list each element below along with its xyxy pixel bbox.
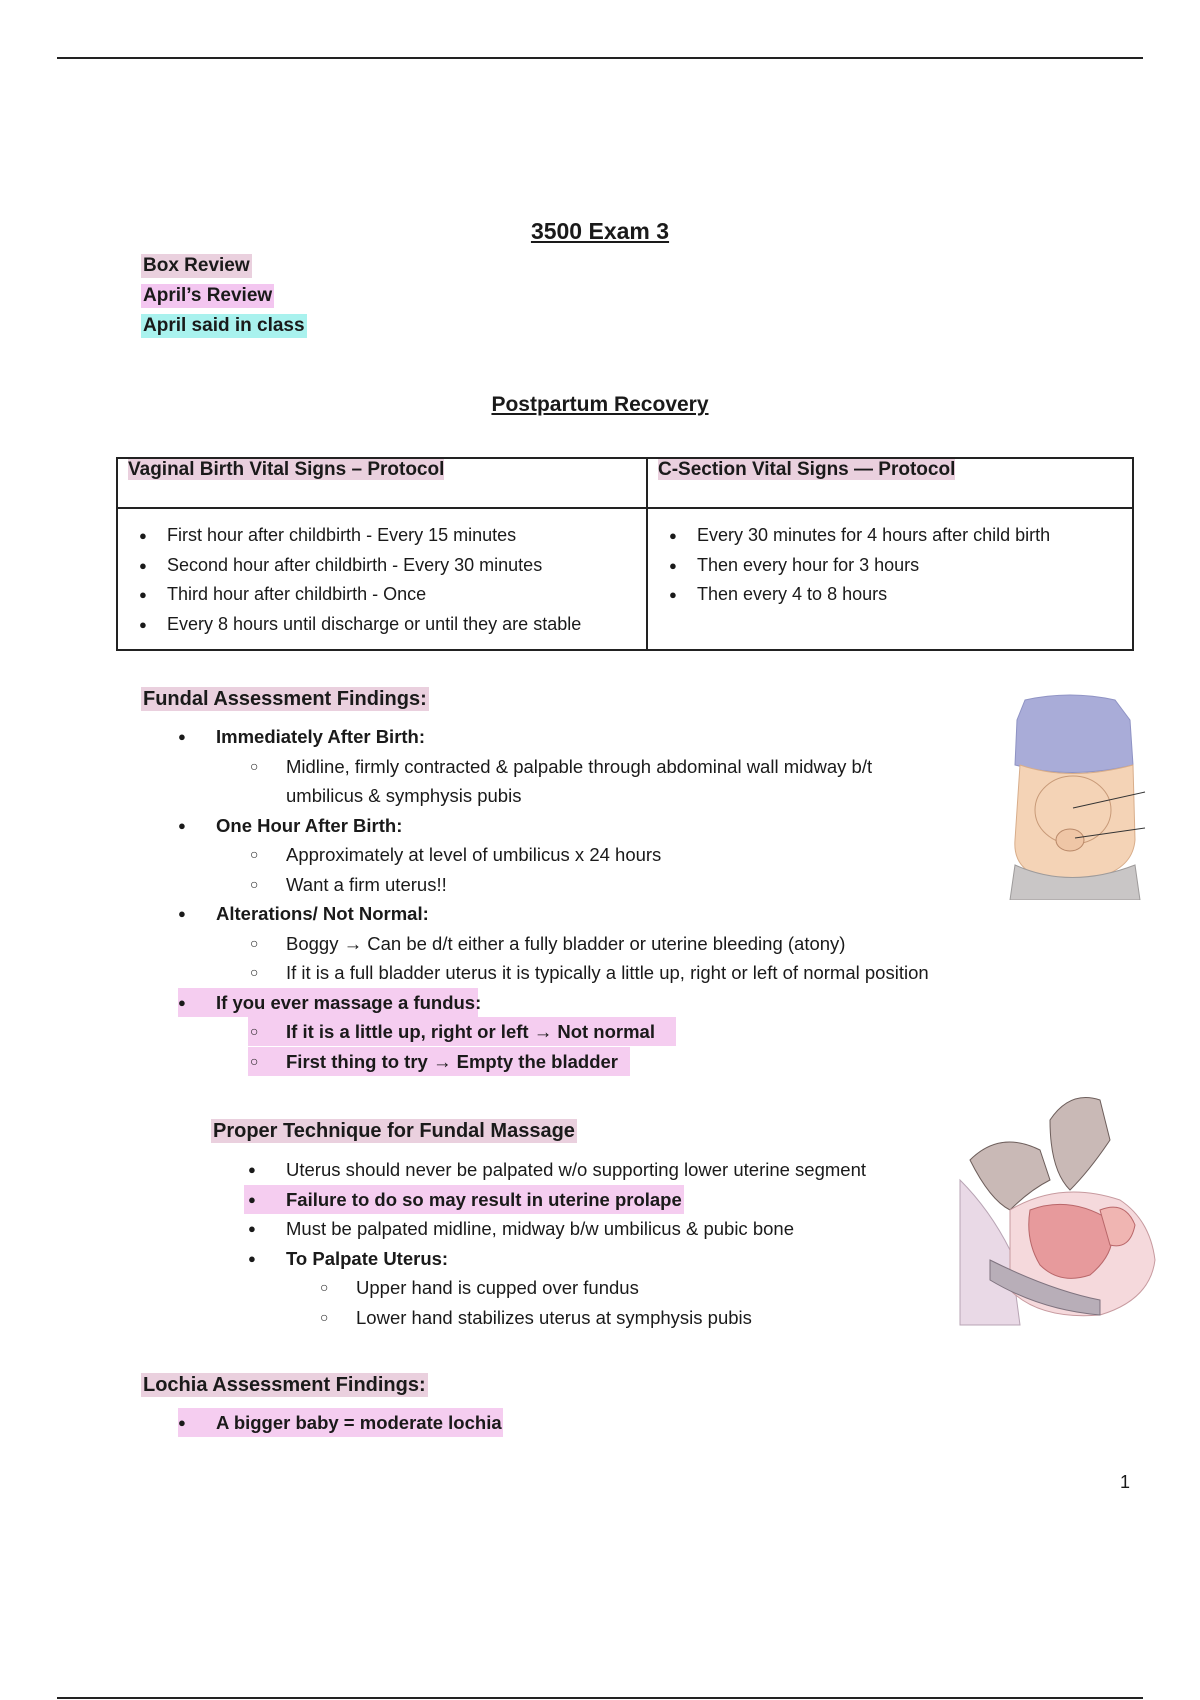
list-item: ● First hour after childbirth - Every 15 minutes [132, 521, 636, 551]
legend-aprils-review: April’s Review [143, 285, 273, 306]
list-item: ○ Upper hand is cupped over fundus [248, 1273, 948, 1303]
color-legend [141, 254, 307, 338]
vaginal-header: Vaginal Birth Vital Signs – Protocol [117, 458, 647, 508]
list-item: ● To Palpate Uterus: [248, 1244, 948, 1274]
list-item: ● Every 8 hours until discharge or until they are stable [132, 610, 636, 640]
technique-heading: Proper Technique for Fundal Massage [213, 1120, 575, 1142]
section-title: Postpartum Recovery [491, 393, 709, 416]
fundal-heading: Fundal Assessment Findings: [143, 688, 427, 710]
list-item: ● Then every 4 to 8 hours [662, 580, 1122, 610]
page-number: 1 [1119, 1472, 1130, 1492]
list-item: ● Alterations/ Not Normal: [178, 899, 1028, 929]
list-item: ○ Approximately at level of umbilicus x 24 hours [178, 840, 1028, 870]
list-item: ● Then every hour for 3 hours [662, 551, 1122, 581]
list-item: ● Third hour after childbirth - Once [132, 580, 636, 610]
lochia-heading: Lochia Assessment Findings: [143, 1374, 426, 1396]
vitals-table [116, 457, 1134, 651]
top-rule [57, 57, 1143, 59]
bottom-rule [57, 1697, 1143, 1699]
lochia-list [178, 1408, 778, 1438]
list-item: ● Failure to do so may result in uterine prolape [248, 1185, 948, 1215]
csection-header: C-Section Vital Signs — Protocol [647, 458, 1133, 508]
list-item: ○ Boggy → Can be d/t either a fully bladder or uterine bleeding (atony) [178, 929, 1028, 959]
list-item: ○ If it is a little up, right or left → Not normal [178, 1017, 1028, 1047]
page-title: 3500 Exam 3 [530, 218, 670, 244]
list-item: ● Immediately After Birth: [178, 722, 1028, 752]
list-item: ● Every 30 minutes for 4 hours after child birth [662, 521, 1122, 551]
legend-box-review: Box Review [143, 255, 250, 276]
csection-cell [647, 508, 1133, 650]
list-item: ○ Lower hand stabilizes uterus at symphysis pubis [248, 1303, 948, 1333]
list-item: ● One Hour After Birth: [178, 811, 1028, 841]
list-item: ○ Want a firm uterus!! [178, 870, 1028, 900]
list-item: ● Uterus should never be palpated w/o supporting lower uterine segment [248, 1155, 948, 1185]
list-item: ● A bigger baby = moderate lochia [178, 1408, 778, 1438]
postpartum-abdomen-illustration [985, 690, 1160, 900]
list-item: ○ Midline, firmly contracted & palpable through abdominal wall midway b/t umbilicus & symphysis pubis [178, 752, 1028, 811]
vaginal-cell [117, 508, 647, 650]
list-item: ○ If it is a full bladder uterus it is typically a little up, right or left of normal position [178, 958, 1028, 988]
fundal-massage-illustration [950, 1090, 1170, 1330]
list-item: ● Must be palpated midline, midway b/w umbilicus & pubic bone [248, 1214, 948, 1244]
list-item: ● Second hour after childbirth - Every 30 minutes [132, 551, 636, 581]
list-item: ● If you ever massage a fundus: [178, 988, 1028, 1018]
technique-list [248, 1155, 948, 1332]
legend-april-said: April said in class [143, 315, 305, 336]
fundal-list [178, 722, 1028, 1076]
list-item: ○ First thing to try → Empty the bladder [178, 1047, 1028, 1077]
